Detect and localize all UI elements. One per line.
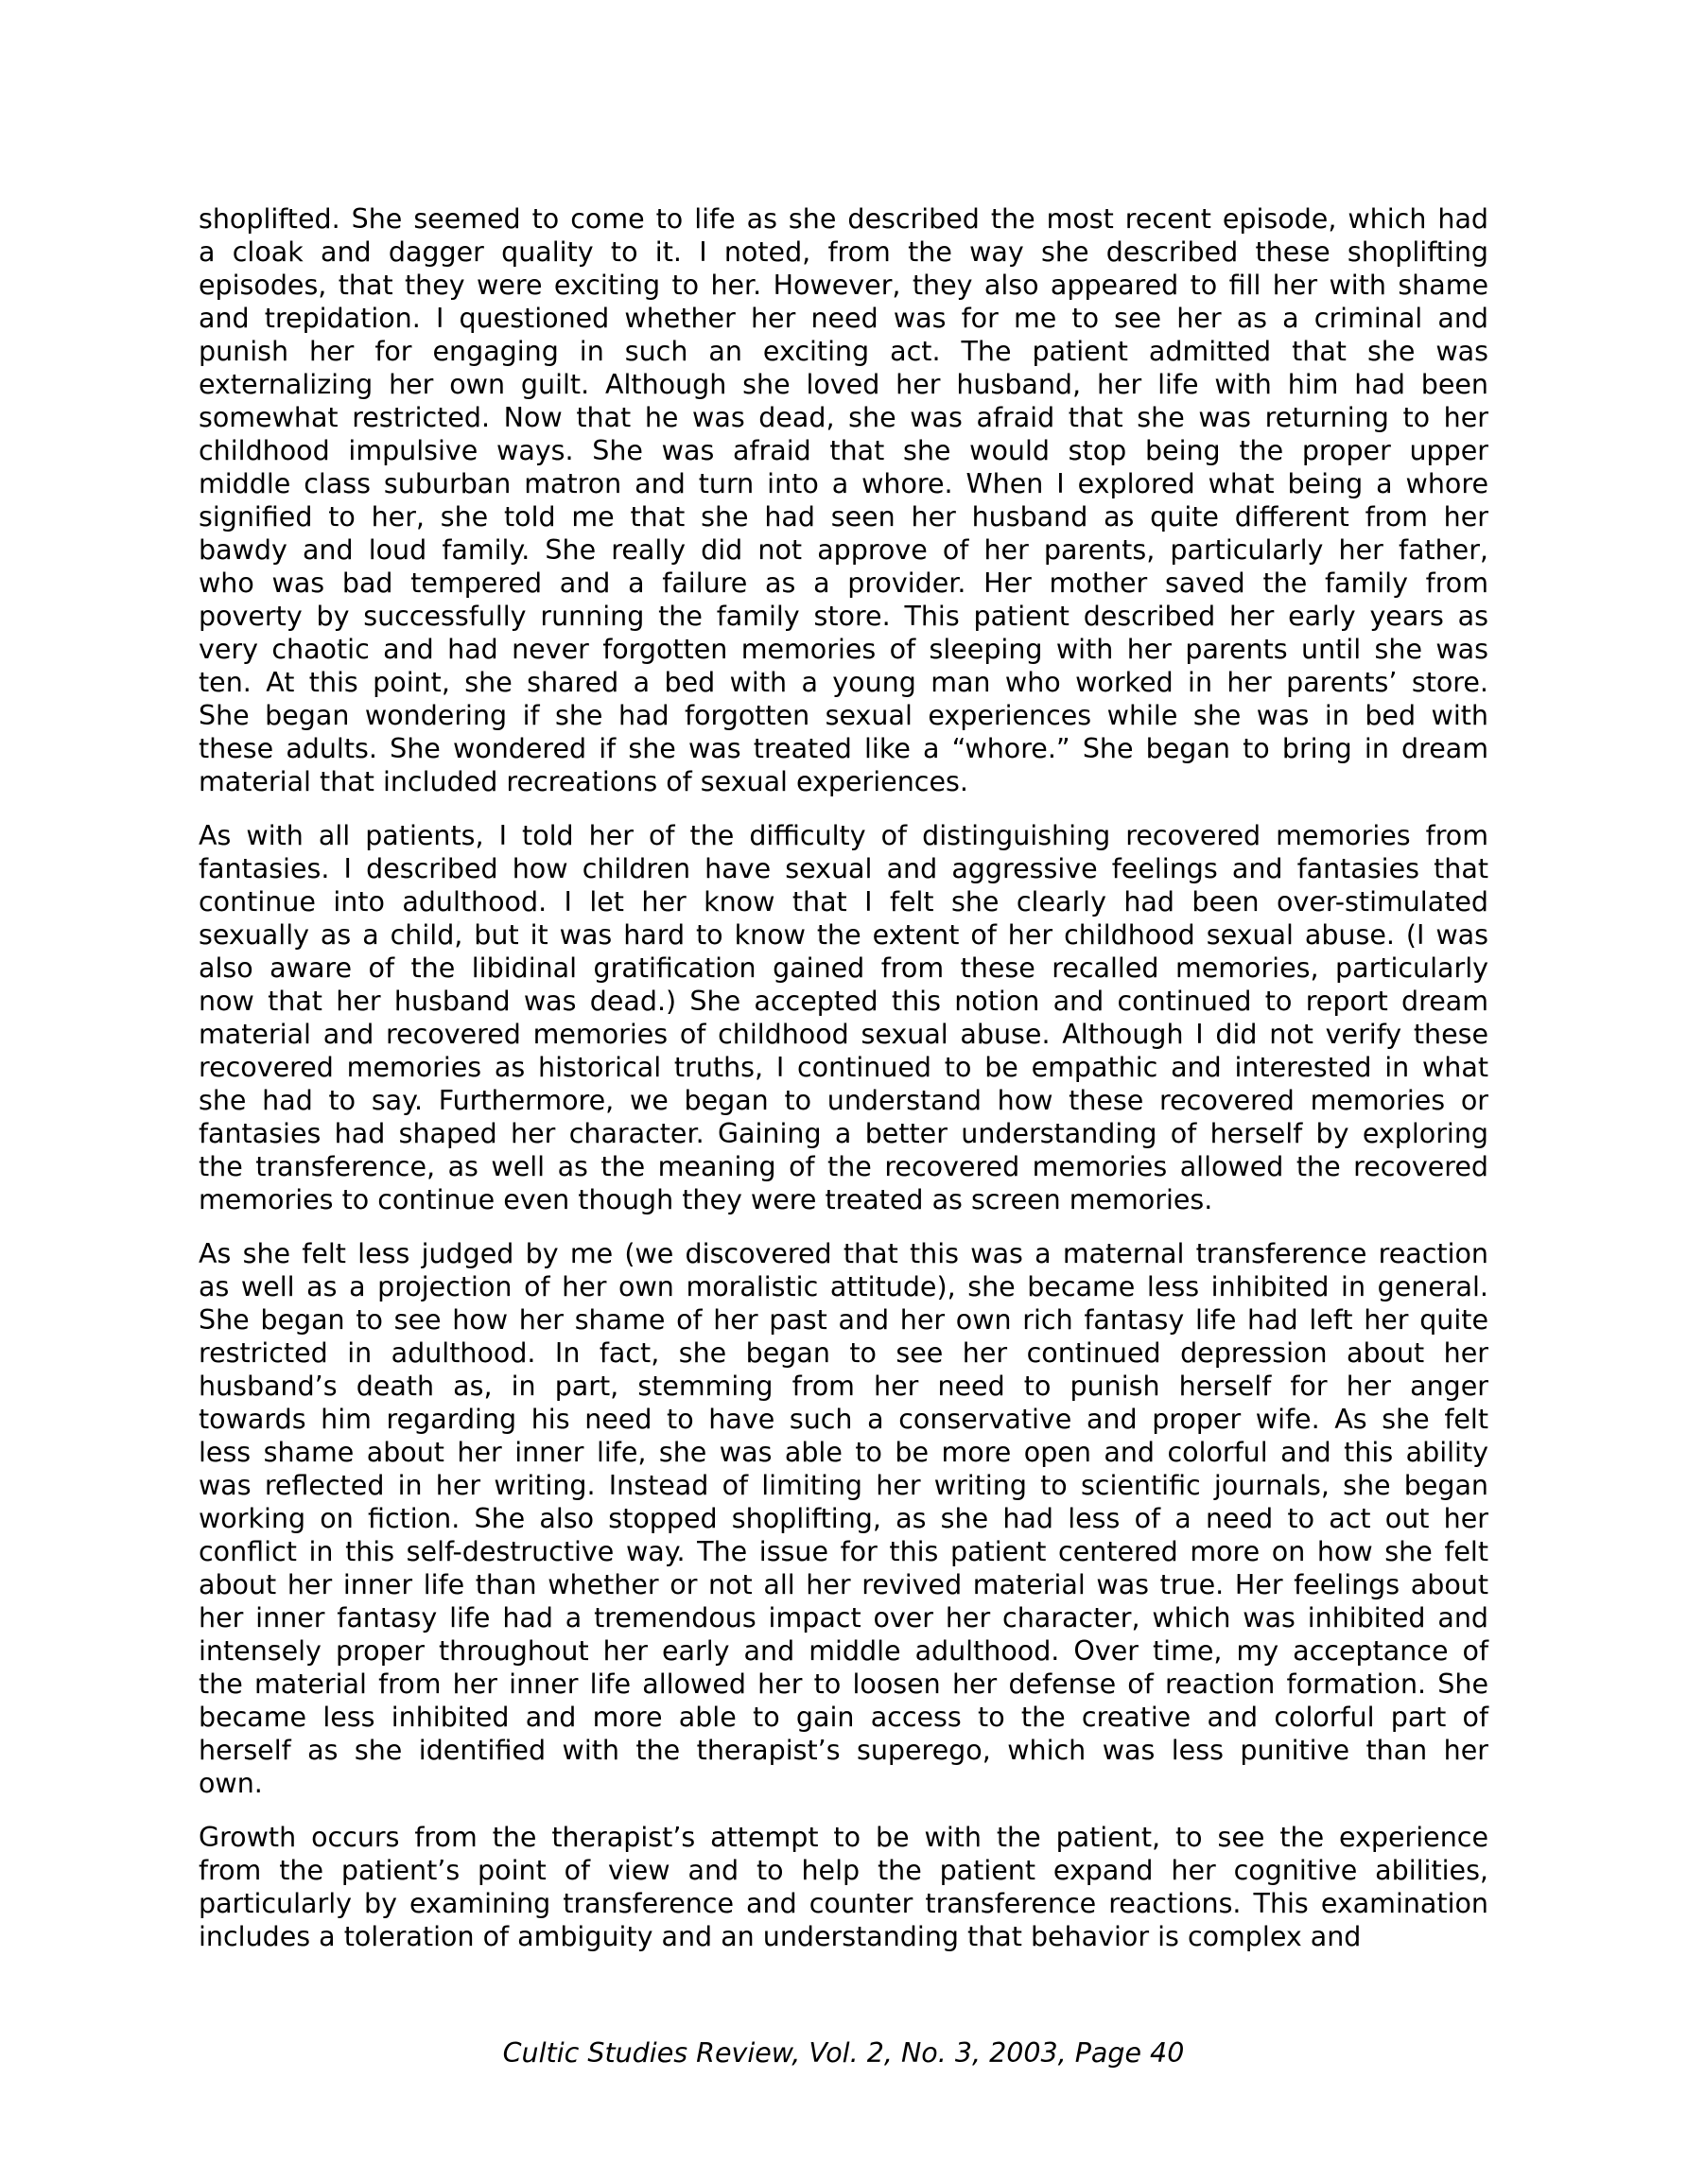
text-line: own.	[199, 1768, 263, 1799]
text-line: particularly by examining transference and counter transference reactions. This examination	[199, 1888, 1488, 1919]
text-line: Growth occurs from the therapist’s attempt to be with the patient, to see the experience	[199, 1822, 1488, 1853]
text-line: now that her husband was dead.) She accepted this notion and continued to report dream	[199, 986, 1488, 1017]
text-line: the material from her inner life allowed her to loosen her defense of reaction formation. She	[199, 1669, 1488, 1700]
text-line: she had to say. Furthermore, we began to understand how these recovered memories or	[199, 1085, 1488, 1116]
text-line: poverty by successfully running the family store. This patient described her early years as	[199, 601, 1488, 632]
text-line: who was bad tempered and a failure as a provider. Her mother saved the family from	[199, 568, 1488, 599]
text-line: from the patient’s point of view and to help the patient expand her cognitive abilities,	[199, 1855, 1488, 1886]
text-line: sexually as a child, but it was hard to know the extent of her childhood sexual abuse. (I was	[199, 919, 1488, 951]
text-line: somewhat restricted. Now that he was dead, she was afraid that she was returning to her	[199, 402, 1488, 433]
text-line: the transference, as well as the meaning of the recovered memories allowed the recovered	[199, 1151, 1488, 1182]
text-line: punish her for engaging in such an exciting act. The patient admitted that she was	[199, 336, 1488, 367]
text-line: herself as she identified with the therapist’s superego, which was less punitive than her	[199, 1735, 1488, 1766]
paragraph	[199, 202, 1488, 798]
text-line: As with all patients, I told her of the difficulty of distinguishing recovered memories from	[199, 820, 1488, 851]
text-line: as well as a projection of her own moralistic attitude), she became less inhibited in general.	[199, 1271, 1488, 1302]
text-line: material that included recreations of sexual experiences.	[199, 766, 968, 797]
text-line: towards him regarding his need to have such a conservative and proper wife. As she felt	[199, 1404, 1488, 1435]
text-line: episodes, that they were exciting to her. However, they also appeared to fill her with shame	[199, 270, 1488, 301]
text-line: As she felt less judged by me (we discovered that this was a maternal transference reaction	[199, 1238, 1488, 1269]
text-line: continue into adulthood. I let her know that I felt she clearly had been over-stimulated	[199, 886, 1488, 917]
text-line: a cloak and dagger quality to it. I noted, from the way she described these shoplifting	[199, 236, 1488, 268]
text-line: middle class suburban matron and turn into a whore. When I explored what being a whore	[199, 468, 1488, 499]
text-line: memories to continue even though they were treated as screen memories.	[199, 1184, 1213, 1215]
text-line: fantasies had shaped her character. Gaining a better understanding of herself by exploring	[199, 1118, 1488, 1149]
text-line: signified to her, she told me that she had seen her husband as quite different from her	[199, 501, 1488, 533]
text-line: about her inner life than whether or not all her revived material was true. Her feelings about	[199, 1569, 1488, 1600]
text-line: childhood impulsive ways. She was afraid that she would stop being the proper upper	[199, 435, 1488, 466]
text-line: very chaotic and had never forgotten memories of sleeping with her parents until she was	[199, 634, 1488, 665]
text-line: fantasies. I described how children have sexual and aggressive feelings and fantasies that	[199, 853, 1488, 884]
text-line: includes a toleration of ambiguity and an understanding that behavior is complex and	[199, 1921, 1362, 1952]
text-line: her inner fantasy life had a tremendous impact over her character, which was inhibited and	[199, 1602, 1488, 1634]
paragraph	[199, 1821, 1488, 1953]
paragraph	[199, 1237, 1488, 1800]
paragraph	[199, 819, 1488, 1216]
text-line: conflict in this self-destructive way. The issue for this patient centered more on how she felt	[199, 1536, 1488, 1567]
text-line: She began to see how her shame of her past and her own rich fantasy life had left her quite	[199, 1304, 1488, 1336]
text-line: was reflected in her writing. Instead of limiting her writing to scientific journals, she began	[199, 1470, 1488, 1501]
text-line: restricted in adulthood. In fact, she began to see her continued depression about her	[199, 1337, 1488, 1369]
article-body	[199, 202, 1488, 1953]
footer-citation: Cultic Studies Review, Vol. 2, No. 3, 2003, Page 40	[502, 2037, 1185, 2069]
text-line: material and recovered memories of childhood sexual abuse. Although I did not verify these	[199, 1019, 1488, 1050]
text-line: intensely proper throughout her early and middle adulthood. Over time, my acceptance of	[199, 1635, 1488, 1667]
text-line: husband’s death as, in part, stemming from her need to punish herself for her anger	[199, 1371, 1488, 1402]
text-line: and trepidation. I questioned whether her need was for me to see her as a criminal and	[199, 303, 1488, 334]
text-line: ten. At this point, she shared a bed with a young man who worked in her parents’ store.	[199, 667, 1488, 698]
text-line: also aware of the libidinal gratification gained from these recalled memories, particularly	[199, 952, 1488, 984]
text-line: working on fiction. She also stopped shoplifting, as she had less of a need to act out her	[199, 1503, 1488, 1534]
text-line: less shame about her inner life, she was able to be more open and colorful and this ability	[199, 1437, 1488, 1468]
text-line: shoplifted. She seemed to come to life as she described the most recent episode, which had	[199, 203, 1488, 235]
text-line: She began wondering if she had forgotten sexual experiences while she was in bed with	[199, 700, 1488, 731]
text-line: externalizing her own guilt. Although she loved her husband, her life with him had been	[199, 369, 1488, 400]
text-line: recovered memories as historical truths, I continued to be empathic and interested in what	[199, 1052, 1488, 1083]
text-line: became less inhibited and more able to gain access to the creative and colorful part of	[199, 1702, 1488, 1733]
text-line: bawdy and loud family. She really did not approve of her parents, particularly her father,	[199, 534, 1488, 566]
text-line: these adults. She wondered if she was treated like a “whore.” She began to bring in dream	[199, 733, 1488, 764]
